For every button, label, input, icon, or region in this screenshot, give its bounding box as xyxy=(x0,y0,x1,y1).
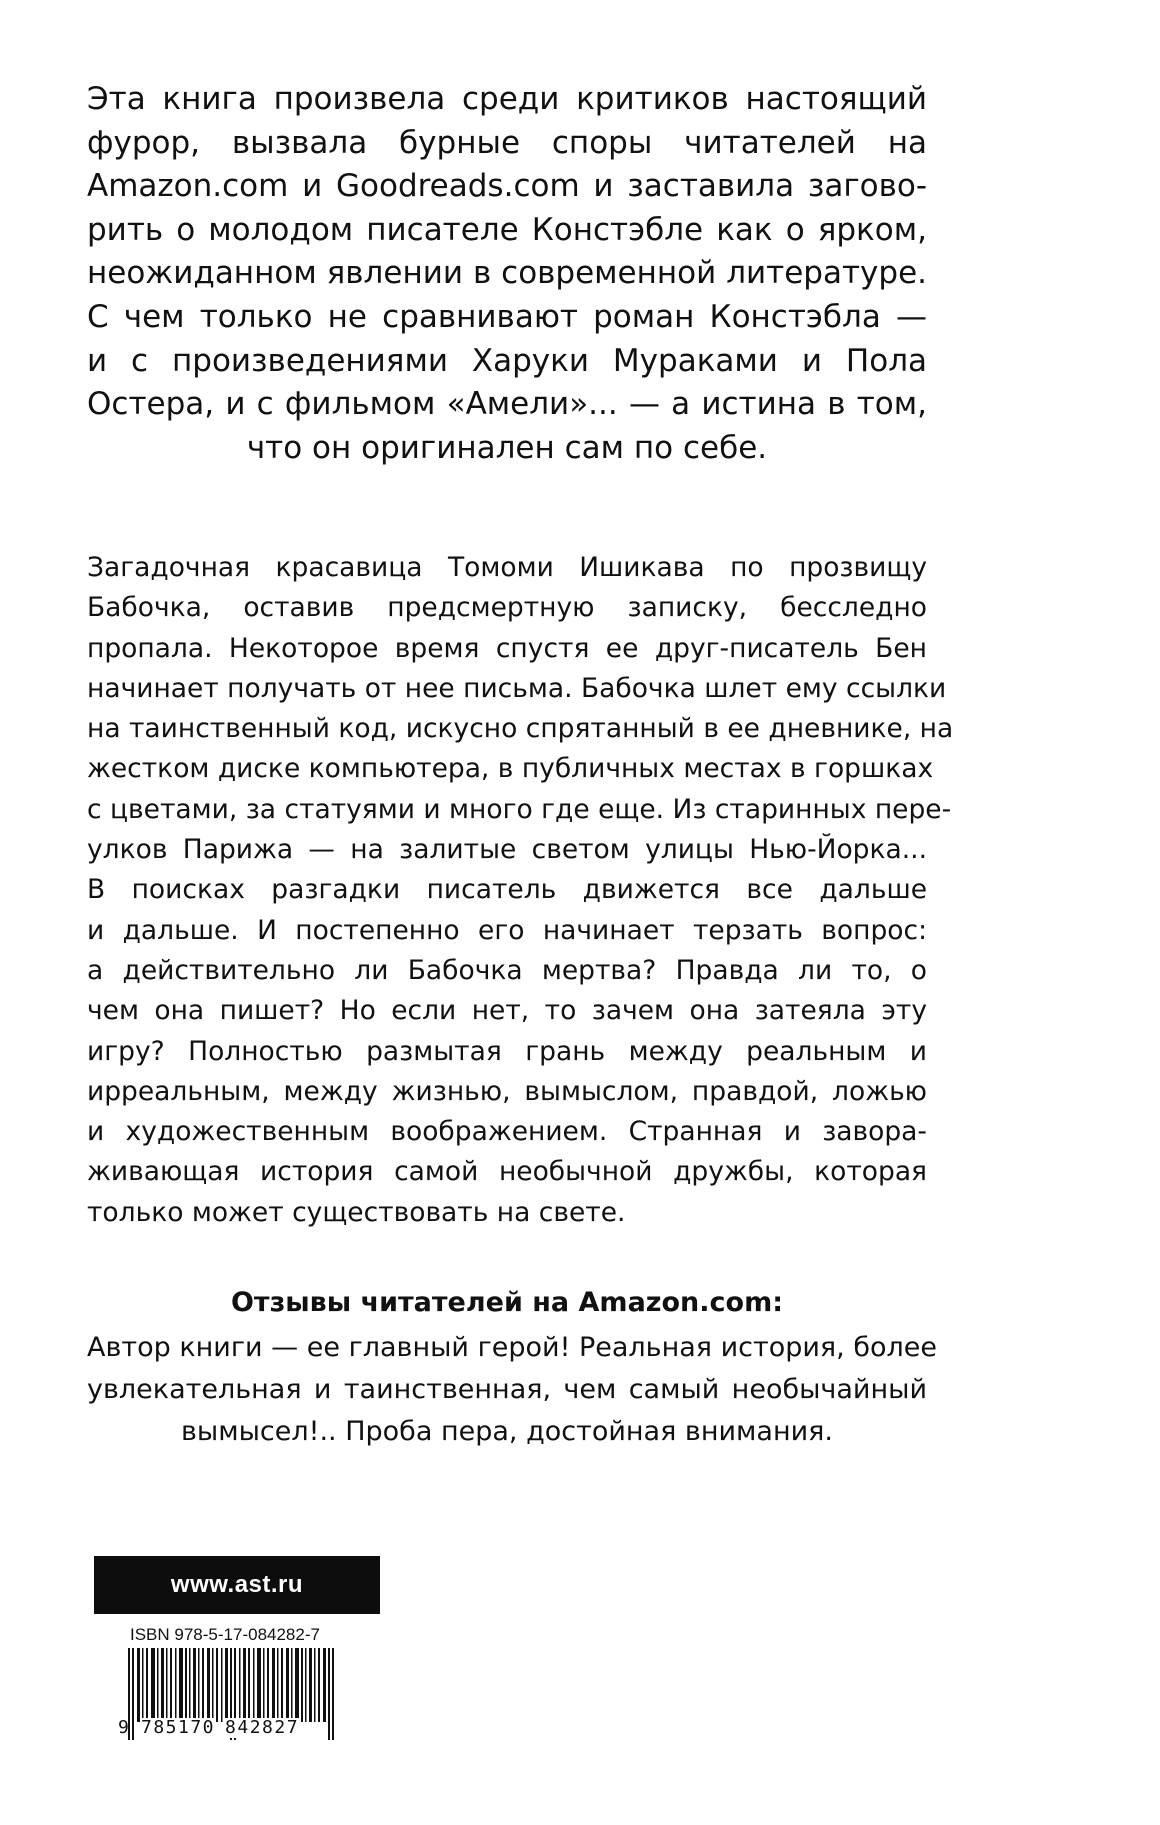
barcode-digits xyxy=(118,1717,348,1738)
intro-line: неожиданном явлении в современной литературе. xyxy=(87,255,927,292)
review-line: Автор книги — ее главный герой! Реальная история, более xyxy=(87,1332,937,1363)
intro-paragraph xyxy=(87,78,927,470)
isbn-label: ISBN 978-5-17-084282-7 xyxy=(130,1625,320,1644)
synopsis-line: Бабочка, оставив предсмертную записку, бесследно xyxy=(87,592,927,624)
synopsis-line: чем она пишет? Но если нет, то зачем она затеяла эту xyxy=(87,995,927,1027)
synopsis-line: игру? Полностью размытая грань между реальным и xyxy=(87,1035,927,1067)
intro-line: и с произведениями Харуки Мураками и Пола xyxy=(87,342,927,379)
publisher-website-badge: www.ast.ru xyxy=(94,1556,380,1614)
synopsis-line: пропала. Некоторое время спустя ее друг-писатель Бен xyxy=(87,632,927,664)
synopsis-line: В поисках разгадки писатель движется все дальше xyxy=(87,874,927,906)
barcode-digit-group-right: 842827 xyxy=(225,1717,300,1738)
reviews-paragraph xyxy=(87,1327,937,1453)
intro-line: С чем только не сравнивают роман Констэбла — xyxy=(87,298,927,335)
synopsis-line: живающая история самой необычной дружбы, которая xyxy=(87,1156,927,1188)
synopsis-line: Загадочная красавица Томоми Ишикава по прозвищу xyxy=(87,552,927,583)
synopsis-line: а действительно ли Бабочка мертва? Правда ли то, о xyxy=(87,954,927,986)
barcode-digit-first: 9 xyxy=(118,1717,129,1738)
intro-line: Amazon.com и Goodreads.com и заставила загово- xyxy=(87,168,927,205)
synopsis-line: и дальше. И постепенно его начинает терзать вопрос: xyxy=(87,914,927,946)
synopsis-line: жестком диске компьютера, в публичных местах в горшках xyxy=(87,753,934,785)
synopsis-line: улков Парижа — на залитые светом улицы Нью-Йорка... xyxy=(87,834,927,866)
synopsis-line: на таинственный код, искусно спрятанный в ее дневнике, на xyxy=(87,713,954,745)
review-line: вымысел!.. Проба пера, достойная внимания. xyxy=(181,1416,833,1447)
intro-line: Остера, и с фильмом «Амели»... — а истина в том, xyxy=(87,386,927,423)
reviews-heading: Отзывы читателей на Amazon.com: xyxy=(230,1287,784,1318)
intro-line: Эта книга произвела среди критиков настоящий xyxy=(87,81,927,117)
synopsis-line: начинает получать от нее письма. Бабочка шлет ему ссылки xyxy=(87,672,947,704)
intro-line: рить о молодом писателе Констэбле как о ярком, xyxy=(87,211,927,248)
intro-line: фурор, вызвала бурные споры читателей на xyxy=(87,124,927,161)
intro-line: что он оригинален сам по себе. xyxy=(246,429,768,466)
synopsis-line: ирреальным, между жизнью, вымыслом, правдой, ложью xyxy=(87,1075,927,1107)
barcode-digit-group-left: 785170 xyxy=(141,1717,216,1738)
synopsis-line: и художественным воображением. Странная и завора- xyxy=(87,1116,927,1148)
synopsis-line: только может существовать на свете. xyxy=(87,1196,626,1228)
synopsis-paragraph xyxy=(87,548,954,1233)
review-line: увлекательная и таинственная, чем самый необычайный xyxy=(87,1374,927,1405)
synopsis-line: с цветами, за статуями и много где еще. Из старинных пере- xyxy=(87,793,952,825)
